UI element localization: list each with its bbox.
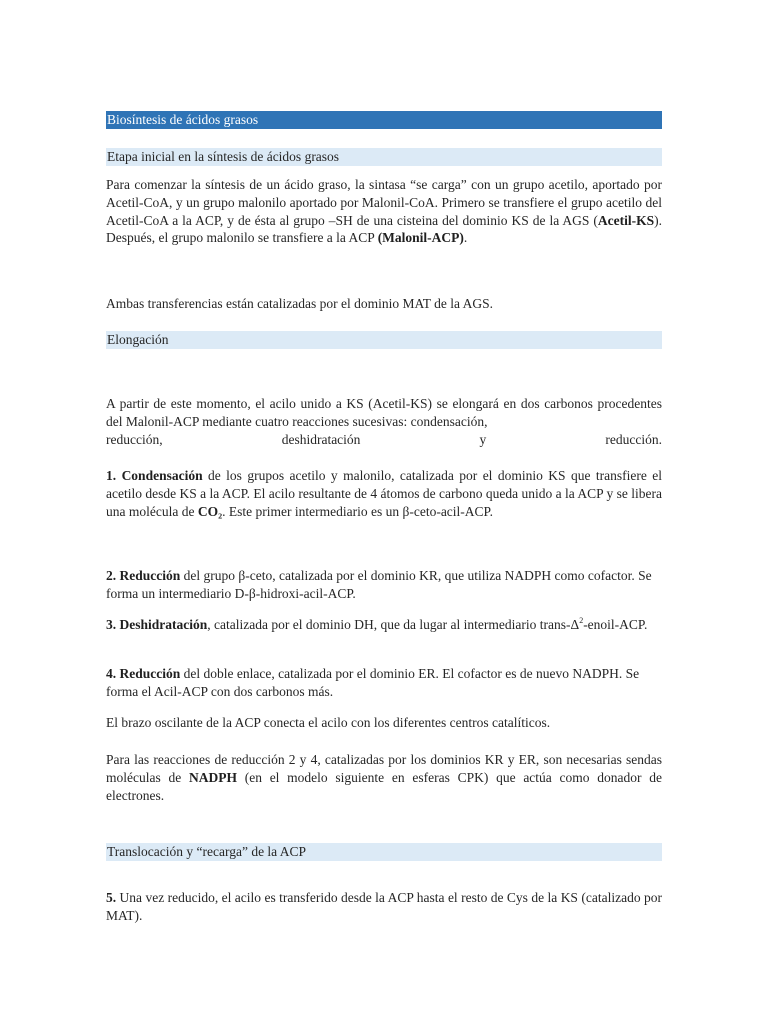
paragraph-carga-sintasa: Para comenzar la síntesis de un ácido graso, la sintasa “se carga” con un grupo acetilo, aportado por Acetil-CoA, y un grupo malonilo aportado por Malonil-CoA. Primero se transfiere el grupo acetilo del Acetil-CoA a la ACP, y de ésta al grupo –SH de una cisteina del dominio KS de la AGS (Acetil-KS). Después, el grupo malonilo se transfiere a la ACP (Malonil-ACP). [106, 177, 662, 246]
section-heading-elongacion: Elongación [106, 331, 662, 349]
term-condensacion: Condensación [121, 468, 203, 483]
step-3-deshidratacion: 3. Deshidratación, catalizada por el dominio DH, que da lugar al intermediario trans-$\Delta^2-enoil$-ACP. [106, 616, 648, 632]
term-acetil-ks: Acetil-KS [597, 212, 655, 228]
paragraph-brazo-oscilante: El brazo oscilante de la ACP conecta el acilo con los diferentes centros catalíticos. [106, 715, 551, 730]
term-deshidratacion: Deshidratación [119, 617, 208, 632]
paragraph-elongacion-reacciones: reducción, deshidratación y reducción. [106, 431, 662, 447]
paragraph-elongacion-intro: A partir de este momento, el acilo unido a KS (Acetil-KS) se elongará en dos carbonos procedentes del Malonil-ACP mediante cuatro reacciones sucesivas: condensación, [106, 396, 662, 429]
term-reduccion: Reducción [119, 568, 181, 583]
step-2-reduccion: 2. Reducción del grupo β-ceto, catalizada por el dominio KR, que utiliza NADPH como cofactor. Se forma un intermediario D-β-hidroxi-acil-ACP. [106, 568, 652, 601]
section-heading-translocacion: Translocación y “recarga” de la ACP [106, 843, 662, 861]
document-title: Biosíntesis de ácidos grasos [106, 111, 662, 129]
section-heading-etapa-inicial: Etapa inicial en la síntesis de ácidos grasos [106, 148, 662, 166]
term-nadph: NADPH [188, 769, 237, 785]
term-reduccion-doble-enlace: Reducción [119, 666, 181, 681]
step-1-condensacion: 1. Condensación de los grupos acetilo y malonilo, catalizada por el dominio KS que transfiere el acetilo desde KS a la ACP. El acilo resultante de 4 átomos de carbono queda unido a la ACP y se libera una molécula de CO₂. Este primer intermediario es un β-ceto-acil-ACP. [106, 468, 663, 519]
paragraph-transferencias-mat: Ambas transferencias están catalizadas por el dominio MAT de la AGS. [106, 296, 494, 311]
paragraph-reacciones-reduccion: Para las reacciones de reducción 2 y 4, catalizadas por los dominios KR y ER, son necesarias sendas moléculas de NADPH (en el modelo siguiente en esferas CPK) que actúa como donador de electrones. [106, 752, 662, 803]
term-malonil-acp: (Malonil-ACP) [377, 230, 464, 246]
term-co2: CO₂ [197, 503, 223, 519]
step-5-translocacion: 5. Una vez reducido, el acilo es transferido desde la ACP hasta el resto de Cys de la KS (catalizado por MAT). [106, 890, 662, 923]
step-4-reduccion: 4. Reducción del doble enlace, catalizada por el dominio ER. El cofactor es de nuevo NADPH. Se forma el Acil-ACP con dos carbonos más. [106, 666, 640, 699]
